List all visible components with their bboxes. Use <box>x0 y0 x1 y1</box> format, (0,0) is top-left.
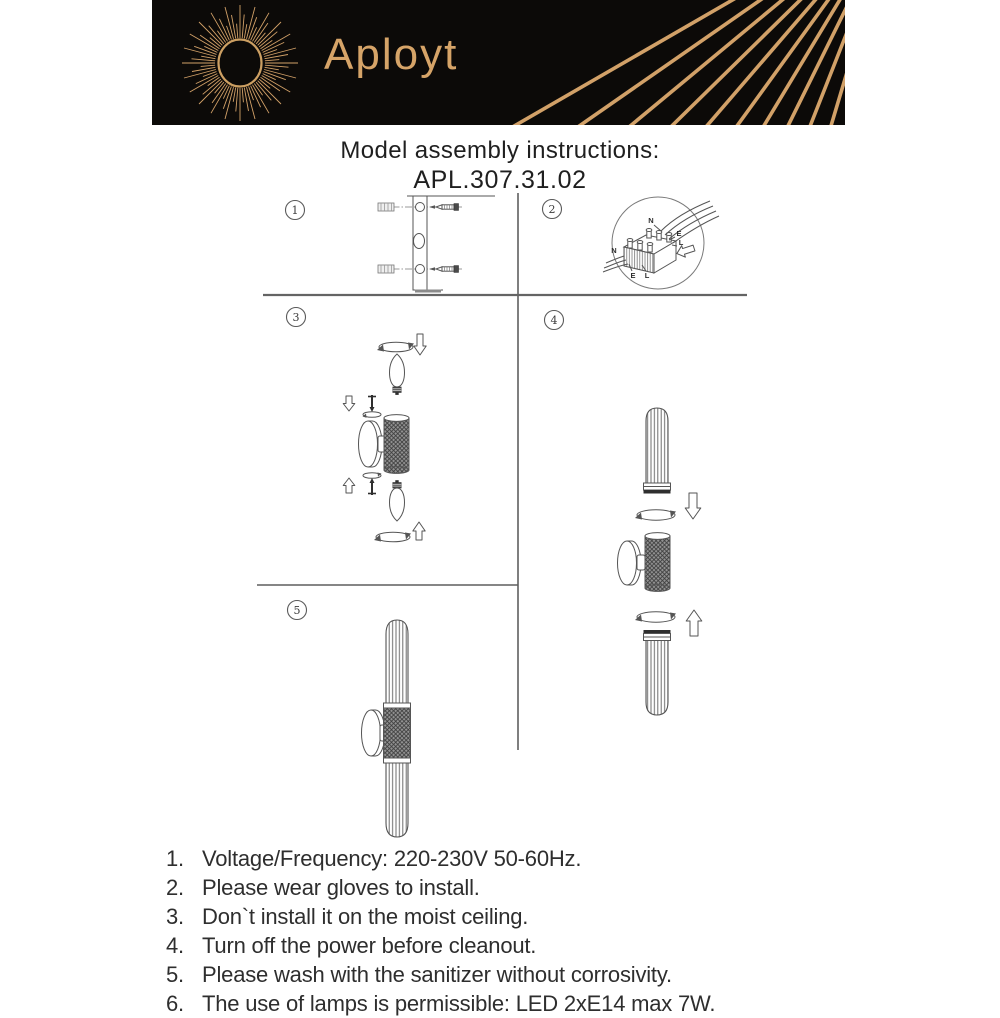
glass-shade-bottom <box>644 630 671 715</box>
bulb-top <box>390 354 405 395</box>
item-text: The use of lamps is permissible: LED 2xE14 max 7W. <box>202 990 716 1016</box>
down-arrow-left <box>343 396 355 411</box>
item-text: Voltage/Frequency: 220-230V 50-60Hz. <box>202 846 582 871</box>
step-2-badge <box>543 200 562 219</box>
rotate-arrow-2 <box>635 612 676 622</box>
item-number: 2. <box>166 874 184 900</box>
bracket-foot <box>415 290 441 293</box>
header-art <box>152 0 845 125</box>
shade-bottom <box>386 763 408 837</box>
screw-hole-top <box>416 203 425 212</box>
assembly-diagram <box>150 190 850 840</box>
step-3-panel <box>287 308 427 542</box>
list-item <box>166 961 856 990</box>
screw-top <box>429 204 459 211</box>
glass-shade-top <box>644 408 671 494</box>
wall-anchor-bottom <box>378 265 394 273</box>
item-text: Turn off the power before cleanout. <box>202 932 537 958</box>
safety-notes-list <box>166 845 856 1018</box>
terminal-block <box>624 229 676 274</box>
item-number: 6. <box>166 990 184 1016</box>
mesh-center <box>384 708 411 758</box>
wire-label-n-top: N <box>648 216 654 225</box>
step-5-panel <box>288 601 411 838</box>
brand-header <box>152 0 845 125</box>
exploded-body-drawing <box>343 334 426 542</box>
rotate-arrow-bottom <box>374 532 411 542</box>
list-item <box>166 932 856 961</box>
item-text: Please wear gloves to install. <box>202 874 480 900</box>
sheet-title: Model assembly instructions: <box>340 137 660 164</box>
list-item <box>166 903 856 932</box>
set-screw-bottom <box>363 473 382 496</box>
bulb-bottom <box>390 480 405 521</box>
item-text: Don`t install it on the moist ceiling. <box>202 903 529 929</box>
svg-text:2: 2 <box>548 203 556 216</box>
up-arrow-bottom <box>413 522 425 540</box>
svg-text:4: 4 <box>550 314 558 327</box>
rotate-arrow-1 <box>635 510 676 520</box>
screw-bottom <box>429 266 459 273</box>
wire-label-l-bottom: L <box>644 271 650 280</box>
wire-label-l-right: L <box>678 238 684 247</box>
model-number: APL.307.31.02 <box>413 166 587 194</box>
wall-anchor-top <box>378 203 394 211</box>
step-3-badge <box>287 308 306 327</box>
step-2-panel <box>543 197 720 289</box>
wire-label-e-right: E <box>676 229 682 238</box>
item-number: 3. <box>166 903 184 929</box>
list-item <box>166 990 856 1018</box>
down-arrow <box>685 493 701 519</box>
svg-text:5: 5 <box>293 604 301 617</box>
sunburst-ring <box>219 40 262 87</box>
assembled-lamp-drawing <box>362 620 411 837</box>
corner-rays-icon <box>499 0 845 125</box>
step-1-badge <box>286 201 305 220</box>
list-item <box>166 845 856 874</box>
wire-label-n-left: N <box>611 246 617 255</box>
mounting-bracket-drawing <box>378 196 495 293</box>
item-number: 1. <box>166 846 184 871</box>
down-arrow-top <box>414 334 426 355</box>
brand-name: Aployt <box>324 30 459 79</box>
lamp-body-mesh <box>384 415 409 474</box>
sunburst-logo-icon <box>182 5 298 121</box>
shade-top <box>386 620 408 703</box>
ring-bottom <box>384 758 411 763</box>
screw-hole-bottom <box>416 265 425 274</box>
title-block <box>0 137 1000 195</box>
wall-canopy <box>359 421 387 467</box>
step-1-panel <box>286 196 496 293</box>
cable-hole <box>414 234 425 249</box>
wire-label-e-bottom: E <box>630 271 636 280</box>
step-4-panel <box>545 311 702 716</box>
svg-text:1: 1 <box>291 204 299 217</box>
item-text: Please wash with the sanitizer without corrosivity. <box>202 961 672 987</box>
ring-top <box>384 703 411 708</box>
rotate-arrow-top <box>377 342 414 352</box>
wiring-drawing <box>603 197 719 289</box>
step-4-badge <box>545 311 564 330</box>
shade-assembly-drawing <box>618 408 702 715</box>
step-5-badge <box>288 601 307 620</box>
lamp-body-mesh-2 <box>645 533 670 592</box>
up-arrow-left <box>343 478 355 493</box>
item-number: 5. <box>166 961 184 987</box>
wall-canopy-2 <box>618 541 646 585</box>
set-screw-top <box>363 395 382 418</box>
item-number: 4. <box>166 932 184 958</box>
list-item <box>166 874 856 903</box>
up-arrow <box>686 610 702 636</box>
svg-text:3: 3 <box>292 311 300 324</box>
